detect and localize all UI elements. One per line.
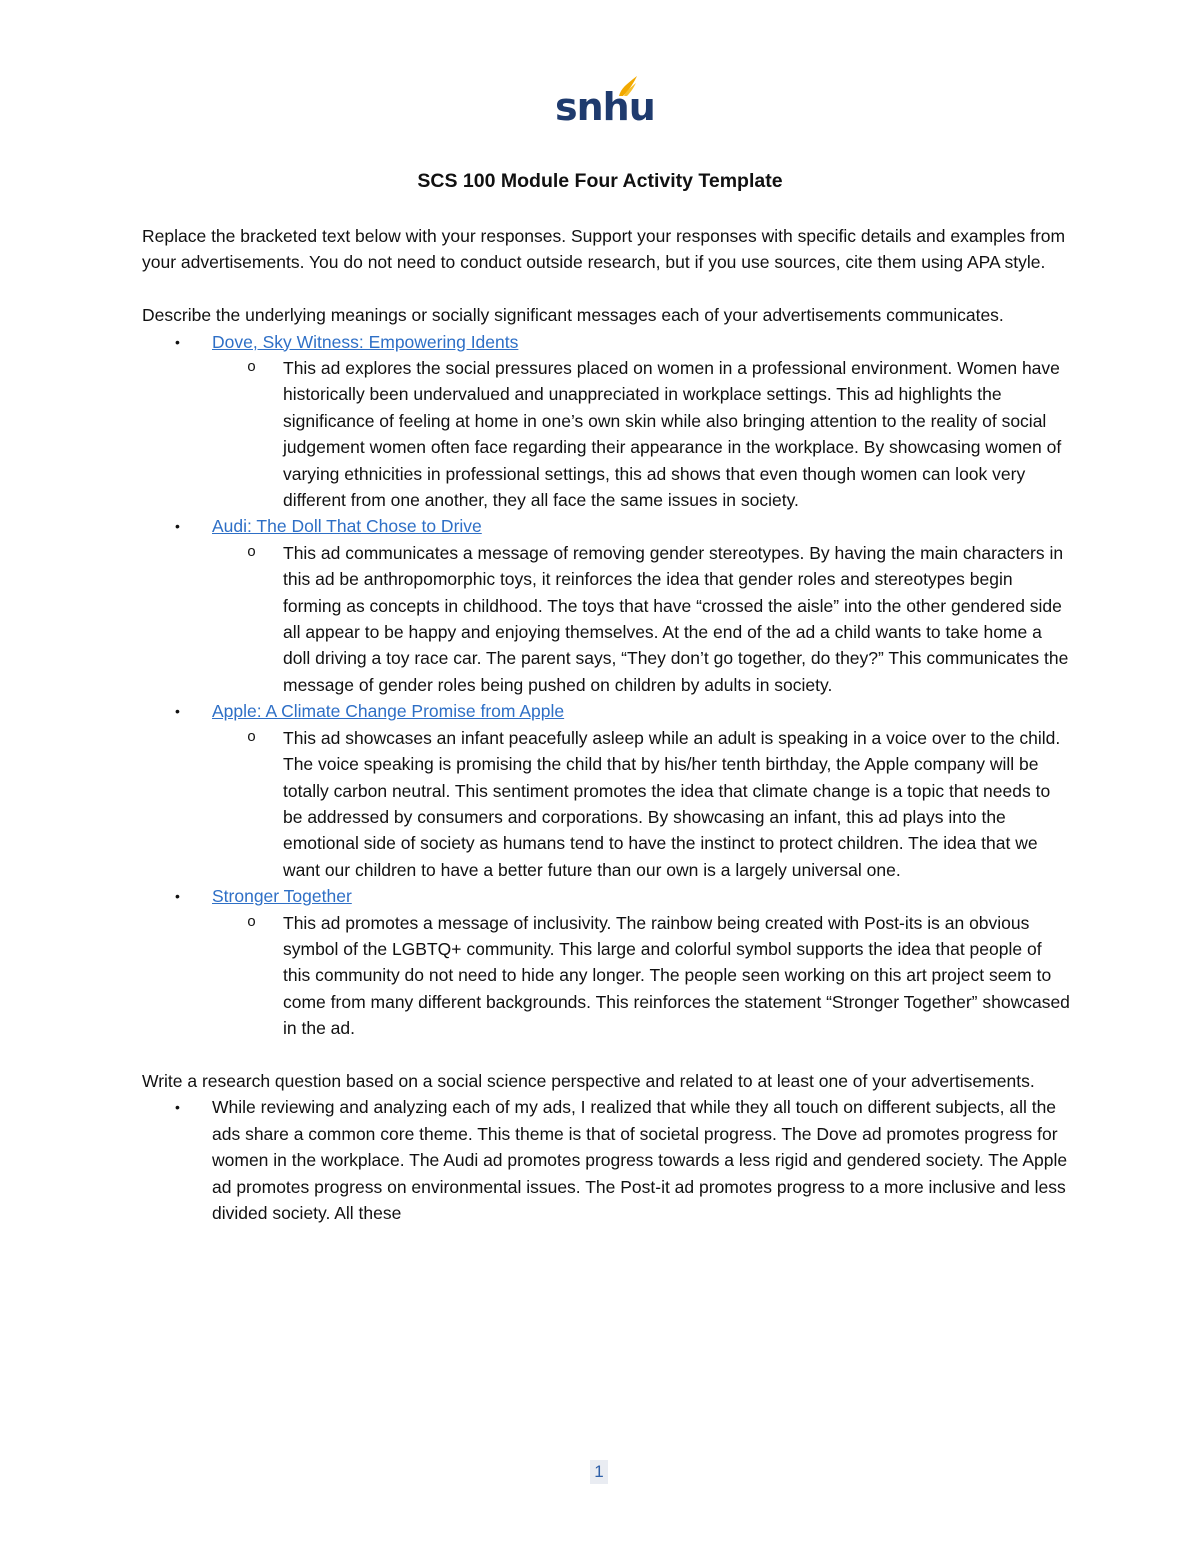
bullet-icon: • <box>175 703 180 720</box>
ad-item <box>142 883 1072 909</box>
document-body <box>142 223 1072 1226</box>
document-title: SCS 100 Module Four Activity Template <box>417 170 783 192</box>
ad-description-text: This ad showcases an infant peacefully asleep while an adult is speaking in a voice over to the child. The voice speaking is promising the child that by his/her tenth birthday, the Apple company will be totally carbon neutral. This sentiment promotes the idea that climate change is a topic that needs to be addressed by consumers and corporations. By showcasing an infant, this ad plays into the emotional side of society as humans tend to have the instinct to protect children. The idea that we want our children to have a better future than our own is a largely universal one. <box>283 727 1061 880</box>
snhu-logo <box>555 74 655 134</box>
ad-link-audi[interactable]: Audi: The Doll That Chose to Drive <box>212 516 482 537</box>
spacer <box>142 276 1072 302</box>
section1-prompt: Describe the underlying meanings or socially significant messages each of your advertisements communicates. <box>142 305 1004 326</box>
bullet-icon: • <box>175 1099 180 1116</box>
research-answer <box>142 1094 1072 1226</box>
ad-link-dove[interactable]: Dove, Sky Witness: Empowering Idents <box>212 331 519 352</box>
sub-bullet-icon: o <box>247 913 257 931</box>
ad-item <box>142 329 1072 355</box>
research-answer-text: While reviewing and analyzing each of my ads, I realized that while they all touch on different subjects, all the ads share a common core theme. This theme is that of societal progress. The Dove ad promotes progress for women in the workplace. The Audi ad promotes progress towards a less rigid and gendered society. The Apple ad promotes progress on environmental issues. The Post-it ad promotes progress to a more inclusive and less divided society. All these <box>212 1097 1068 1223</box>
logo-text: snhu <box>555 85 655 129</box>
ad-description <box>142 725 1072 883</box>
bullet-icon: • <box>175 333 180 350</box>
ad-description-text: This ad promotes a message of inclusivity. The rainbow being created with Post-its is an obvious symbol of the LGBTQ+ community. This large and colorful symbol supports the idea that people of this community do not need to hide any longer. The people seen working on this art project seem to come from many different backgrounds. This reinforces the statement “Stronger Together” showcased in the ad. <box>283 912 1070 1039</box>
sub-bullet-icon: o <box>247 728 257 746</box>
ad-item <box>142 698 1072 724</box>
ad-description <box>142 355 1072 513</box>
ad-link-apple[interactable]: Apple: A Climate Change Promise from Apple <box>212 701 565 722</box>
spacer <box>142 1042 1072 1068</box>
sub-bullet-icon: o <box>247 359 257 377</box>
ad-description-text: This ad communicates a message of removing gender stereotypes. By having the main characters in this ad be anthropomorphic toys, it reinforces the idea that gender roles and stereotypes begin forming as concepts in childhood. The toys that have “crossed the aisle” into the other gendered side all appear to be happy and enjoying themselves. At the end of the ad a child wants to take home a doll driving a toy race car. The parent says, “They don’t go together, do they?” This communicates the message of gender roles being pushed on children by adults in society. <box>283 542 1069 695</box>
bullet-icon: • <box>175 518 180 535</box>
ad-description-text: This ad explores the social pressures placed on women in a professional environment. Women have historically been undervalued and unappreciated in workplace settings. This ad highlights the significance of feeling at home in one’s own skin while also bringing attention to the reality of social judgement women often face regarding their appearance in the workplace. By showcasing women of varying ethnicities in professional settings, this ad shows that even though women can look very different from one another, they all face the same issues in society. <box>283 358 1062 511</box>
intro-paragraph: Replace the bracketed text below with your responses. Support your responses with specific details and examples from your advertisements. You do not need to conduct outside research, but if you use sources, cite them using APA style. <box>142 226 1066 273</box>
ad-description <box>142 910 1072 1042</box>
sub-bullet-icon: o <box>247 543 257 561</box>
ad-item <box>142 513 1072 539</box>
page-number: 1 <box>590 1460 608 1484</box>
section2-prompt: Write a research question based on a social science perspective and related to at least one of your advertisements. <box>142 1070 1035 1091</box>
bullet-icon: • <box>175 888 180 905</box>
ad-description <box>142 540 1072 698</box>
ad-link-stronger-together[interactable]: Stronger Together <box>212 886 352 907</box>
